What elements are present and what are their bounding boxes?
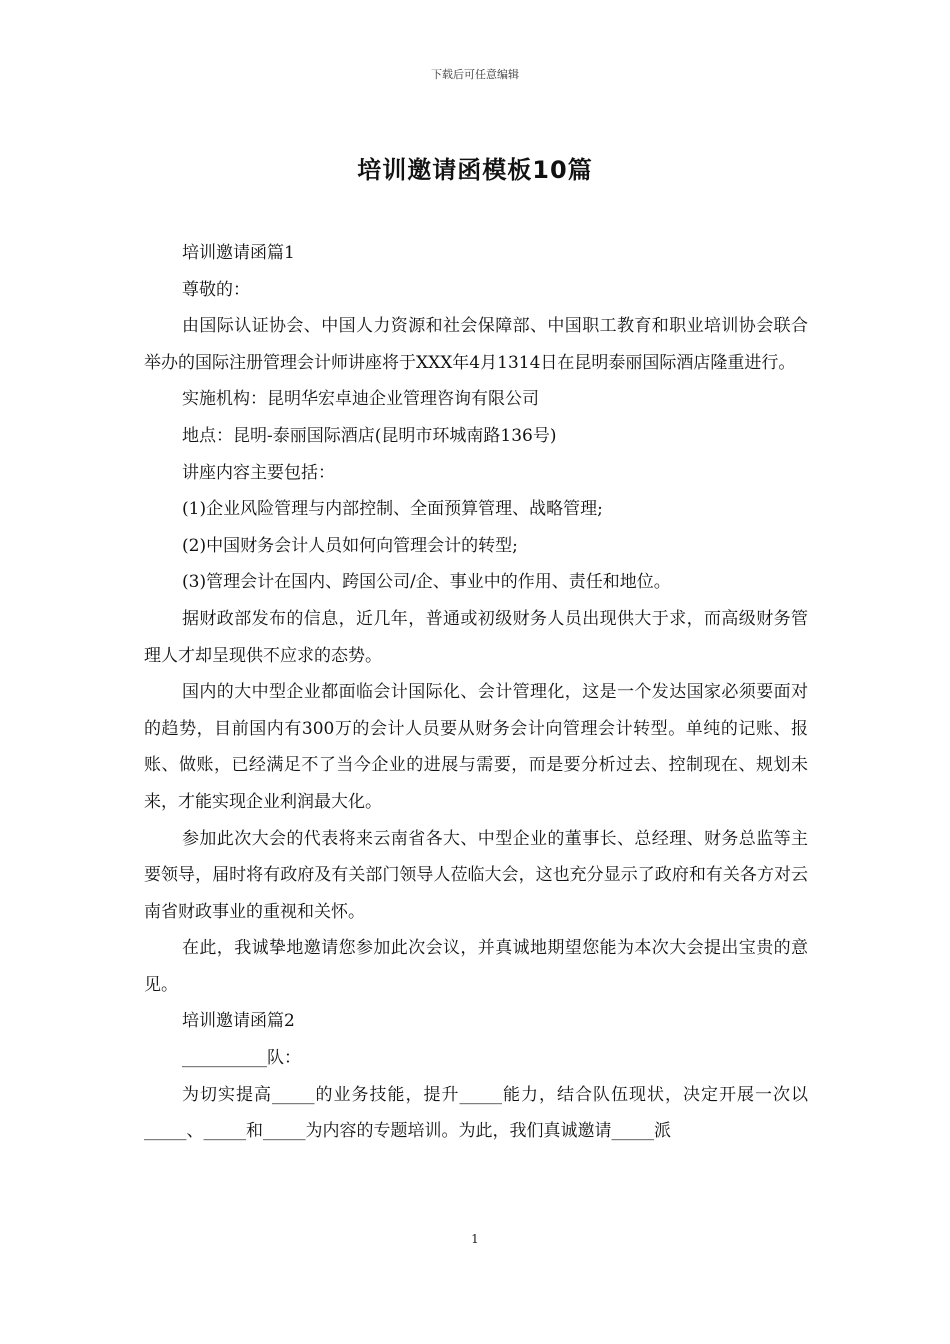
salutation-2: __________队：	[182, 1048, 301, 1069]
section-heading-1: 培训邀请函篇1	[182, 243, 295, 263]
paragraph-organizer: 实施机构：昆明华宏卓迪企业管理咨询有限公司	[182, 389, 539, 410]
paragraph-location: 地点：昆明-泰丽国际酒店(昆明市环城南路136号)	[182, 425, 557, 446]
page-number: 1	[471, 1232, 479, 1246]
paragraph-market: 据财政部发布的信息，近几年，普通或初级财务人员出现供大于求，而高级财务管理人才却呈现供不应求的态势。	[144, 608, 808, 666]
list-item-1: (1)企业风险管理与内部控制、全面预算管理、战略管理;	[182, 499, 603, 520]
document-title: 培训邀请函模板10篇	[357, 156, 593, 184]
paragraph-intro: 由国际认证协会、中国人力资源和社会保障部、中国职工教育和职业培训协会联合举办的国际注册管理会计师讲座将于XXX年4月1314日在昆明泰丽国际酒店隆重进行。	[144, 316, 808, 373]
document-body	[144, 235, 808, 1150]
paragraph-attendees: 参加此次大会的代表将来云南省各大、中型企业的董事长、总经理、财务总监等主要领导，届时将有政府及有关部门领导人莅临大会，这也充分显示了政府和有关各方对云南省财政事业的重视和关怀。	[144, 828, 808, 922]
list-item-3: (3)管理会计在国内、跨国公司/企、事业中的作用、责任和地位。	[182, 572, 671, 593]
paragraph-content-heading: 讲座内容主要包括：	[182, 462, 335, 483]
paragraph-invitation: 在此，我诚挚地邀请您参加此次会议，并真诚地期望您能为本次大会提出宝贵的意见。	[144, 938, 808, 995]
salutation: 尊敬的：	[182, 279, 250, 300]
paragraph-trend: 国内的大中型企业都面临会计国际化、会计管理化，这是一个发达国家必须要面对的趋势，目前国内有300万的会计人员要从财务会计向管理会计转型。单纯的记账、报账、做账，已经满足不了当今企业的进展与需要，而是要分析过去、控制现在、规划未来，才能实现企业利润最大化。	[144, 682, 808, 812]
list-item-2: (2)中国财务会计人员如何向管理会计的转型;	[182, 535, 518, 556]
section-heading-2: 培训邀请函篇2	[182, 1011, 295, 1032]
paragraph-training: 为切实提高_____的业务技能，提升_____能力，结合队伍现状，决定开展一次以_____、_____和_____为内容的专题培训。为此，我们真诚邀请_____派	[144, 1084, 808, 1142]
header-note: 下载后可任意编辑	[431, 68, 519, 81]
